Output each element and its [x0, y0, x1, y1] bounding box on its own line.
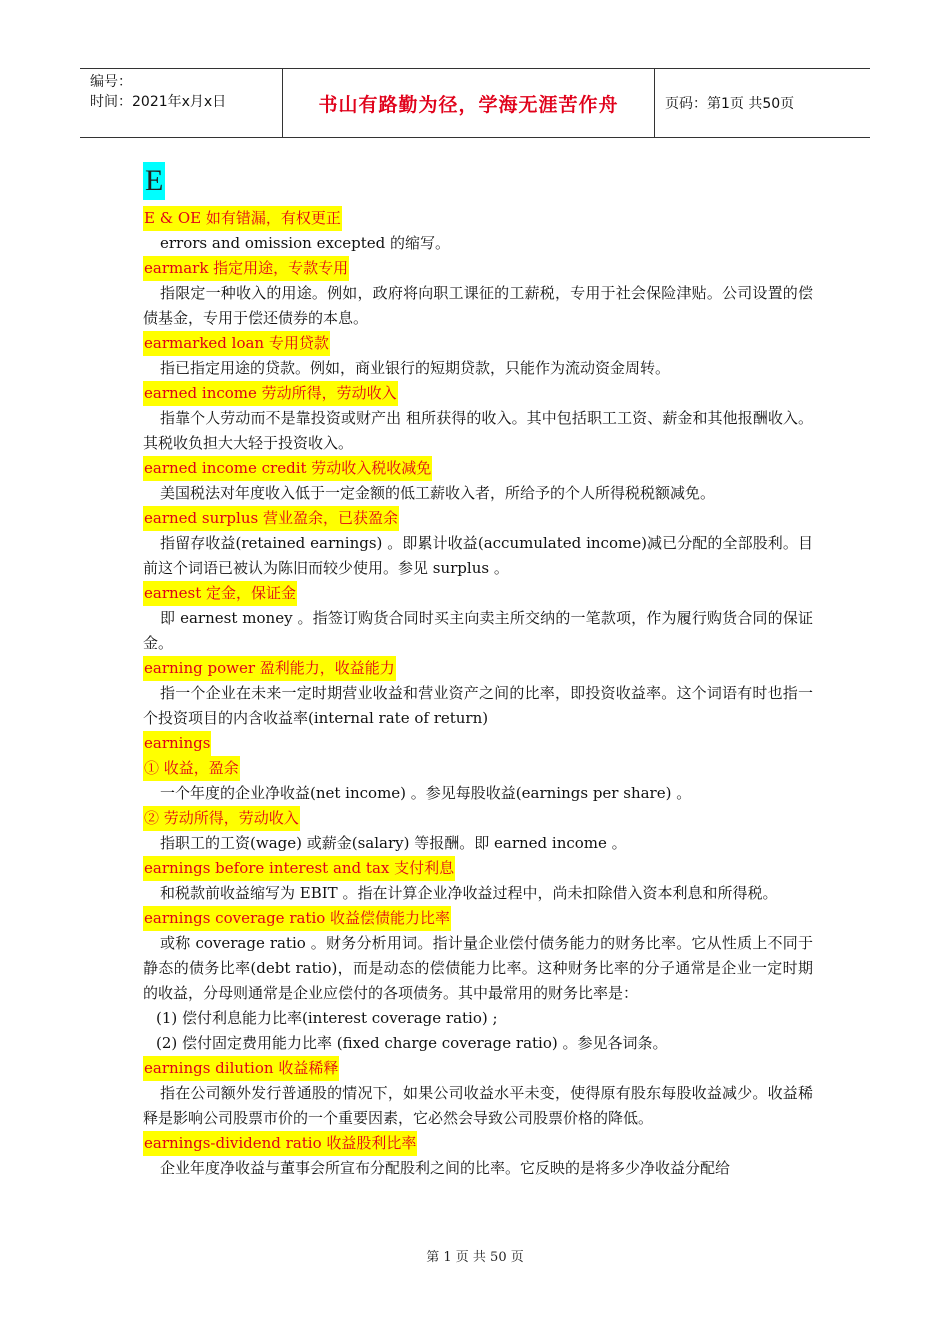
glossary-entry [143, 381, 813, 456]
glossary-entry [143, 331, 813, 381]
glossary-entry [143, 506, 813, 581]
glossary-entry [143, 1131, 813, 1181]
glossary-content [143, 162, 813, 1181]
glossary-entry [143, 456, 813, 506]
glossary-entry [143, 806, 813, 856]
glossary-entry [143, 731, 813, 756]
entry-term: earnings dilution 收益稀释 [143, 1056, 339, 1081]
entry-list [143, 206, 813, 1181]
entry-term: earned income credit 劳动收入税收减免 [143, 456, 432, 481]
entry-term: earnings coverage ratio 收益偿债能力比率 [143, 906, 451, 931]
page-header [80, 68, 870, 138]
entry-description: 企业年度净收益与董事会所宣布分配股利之间的比率。它反映的是将多少净收益分配给 [160, 1159, 731, 1177]
entry-description: 或称 coverage ratio 。财务分析用词。指计量企业偿付债务能力的财务比率。它从性质上不同于静态的债务比率(debt ratio)，而是动态的偿债能力比率。这种财务比率的分子通常是企业一定时期的收益，分母则通常是企业应偿付的各项债务。其中最常用的财务比率是： [143, 934, 813, 1002]
entry-description: 指靠个人劳动而不是靠投资或财产出 租所获得的收入。其中包括职工工资、薪金和其他报酬收入。其税收负担大大轻于投资收入。 [143, 409, 813, 452]
entry-term: E & OE 如有错漏，有权更正 [143, 206, 342, 231]
entry-description: 和税款前收益缩写为 EBIT 。指在计算企业净收益过程中，尚未扣除借入资本利息和所得税。 [160, 884, 778, 902]
entry-term: earmarked loan 专用贷款 [143, 331, 330, 356]
header-motto: 书山有路勤为径，学海无涯苦作舟 [283, 69, 655, 137]
entry-term: ② 劳动所得，劳动收入 [143, 806, 300, 831]
document-date-label: 时间：2021年x月x日 [90, 94, 227, 110]
section-letter: E [143, 162, 165, 200]
entry-description: 指限定一种收入的用途。例如，政府将向职工课征的工薪税，专用于社会保险津贴。公司设置的偿债基金，专用于偿还债券的本息。 [143, 284, 813, 327]
entry-subitem: (2) 偿付固定费用能力比率 (fixed charge coverage ratio) 。参见各词条。 [156, 1034, 668, 1052]
header-page-info: 页码：第1页 共50页 [665, 96, 795, 112]
entry-term: earnings-dividend ratio 收益股利比率 [143, 1131, 417, 1156]
glossary-entry [143, 206, 813, 256]
entry-description: 美国税法对年度收入低于一定金额的低工薪收入者，所给予的个人所得税税额减免。 [160, 484, 716, 502]
entry-term: earned surplus 营业盈余，已获盈余 [143, 506, 399, 531]
entry-term: earnings before interest and tax 支付利息 [143, 856, 455, 881]
glossary-entry [143, 856, 813, 906]
entry-description: errors and omission excepted 的缩写。 [160, 234, 451, 252]
glossary-entry [143, 1056, 813, 1131]
glossary-entry [143, 656, 813, 731]
entry-description: 指留存收益(retained earnings) 。即累计收益(accumulated income)减已分配的全部股利。目前这个词语已被认为陈旧而较少使用。参见 surplus 。 [143, 534, 813, 577]
entry-term: earned income 劳动所得，劳动收入 [143, 381, 398, 406]
entry-description: 即 earnest money 。指签订购货合同时买主向卖主所交纳的一笔款项，作为履行购货合同的保证金。 [143, 609, 813, 652]
document-number-label: 编号： [90, 74, 132, 90]
entry-description: 指已指定用途的贷款。例如，商业银行的短期贷款，只能作为流动资金周转。 [160, 359, 671, 377]
page-footer: 第 1 页 共 50 页 [426, 1250, 524, 1265]
entry-term: earnings [143, 731, 211, 756]
entry-subitem: (1) 偿付利息能力比率(interest coverage ratio) ; [156, 1009, 498, 1027]
glossary-entry [143, 581, 813, 656]
entry-description: 一个年度的企业净收益(net income) 。参见每股收益(earnings per share) 。 [160, 784, 692, 802]
entry-description: 指职工的工资(wage) 或薪金(salary) 等报酬。即 earned income 。 [160, 834, 627, 852]
header-meta [80, 69, 283, 137]
entry-description: 指在公司额外发行普通股的情况下，如果公司收益水平未变，使得原有股东每股收益减少。收益稀释是影响公司股票市价的一个重要因素，它必然会导致公司股票价格的降低。 [143, 1084, 813, 1127]
entry-term: earnest 定金，保证金 [143, 581, 297, 606]
entry-term: earning power 盈利能力，收益能力 [143, 656, 396, 681]
entry-term: earmark 指定用途，专款专用 [143, 256, 349, 281]
entry-term: ① 收益，盈余 [143, 756, 240, 781]
glossary-entry [143, 906, 813, 1056]
glossary-entry [143, 256, 813, 331]
glossary-entry [143, 756, 813, 806]
entry-description: 指一个企业在未来一定时期营业收益和营业资产之间的比率，即投资收益率。这个词语有时也指一个投资项目的内含收益率(internal rate of return) [143, 684, 813, 727]
